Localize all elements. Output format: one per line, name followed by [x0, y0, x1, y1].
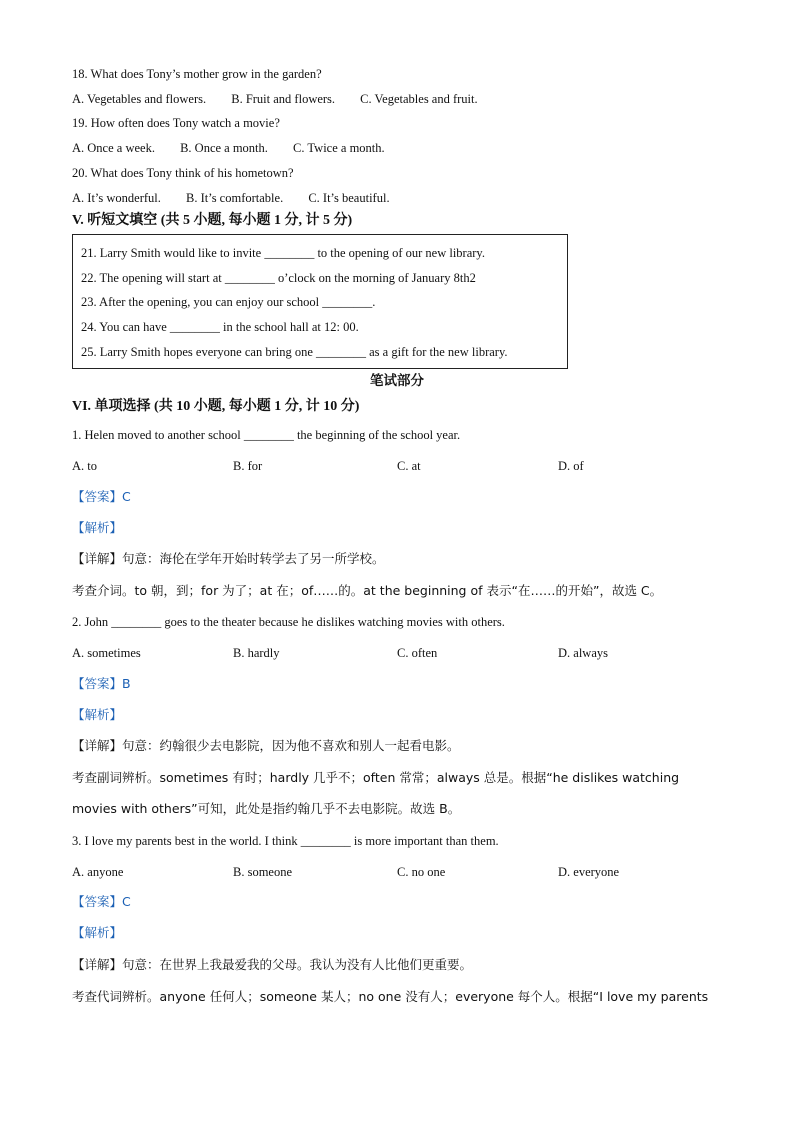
q2-explanation-2: movies with others”可知，此处是指约翰几乎不去电影院。故选 B。 — [72, 801, 461, 816]
box-line-22: 22. The opening will start at ________ o’clock on the morning of January 8th2 — [81, 271, 476, 285]
option-a: A. sometimes — [72, 646, 141, 660]
option-c: C. Vegetables and fruit. — [360, 92, 478, 106]
q2-question: 2. John ________ goes to the theater because he dislikes watching movies with others. — [72, 615, 505, 629]
written-part-title: 笔试部分 — [370, 373, 424, 388]
option-b: B. for — [233, 459, 263, 473]
q2-options — [72, 645, 632, 661]
q3-options — [72, 864, 632, 880]
option-a: A. anyone — [72, 865, 124, 879]
option-d: D. always — [558, 646, 608, 660]
q1-answer: 【答案】C — [72, 489, 131, 504]
q3-analysis-label: 【解析】 — [72, 925, 123, 940]
q1-analysis-label: 【解析】 — [72, 520, 123, 535]
option-a: A. It’s wonderful. — [72, 191, 161, 205]
option-a: A. to — [72, 459, 97, 473]
q2-answer: 【答案】B — [72, 676, 131, 691]
option-b: B. Fruit and flowers. — [231, 92, 336, 106]
option-d: D. everyone — [558, 865, 620, 879]
option-b: B. Once a month. — [180, 141, 268, 155]
option-a: A. Once a week. — [72, 141, 155, 155]
option-c: C. often — [397, 646, 438, 660]
question-19-options — [72, 140, 407, 156]
option-c: C. It’s beautiful. — [308, 191, 390, 205]
box-line-24: 24. You can have ________ in the school hall at 12: 00. — [81, 320, 359, 334]
q2-detail: 【详解】句意：约翰很少去电影院，因为他不喜欢和别人一起看电影。 — [72, 738, 460, 753]
question-18-options — [72, 91, 500, 107]
question-19: 19. How often does Tony watch a movie? — [72, 116, 280, 130]
q3-question: 3. I love my parents best in the world. I think ________ is more important than them. — [72, 834, 499, 848]
question-20: 20. What does Tony think of his hometown? — [72, 166, 294, 180]
q3-detail: 【详解】句意：在世界上我最爱我的父母。我认为没有人比他们更重要。 — [72, 957, 473, 972]
q1-options — [72, 458, 632, 474]
option-b: B. It’s comfortable. — [186, 191, 284, 205]
box-line-25: 25. Larry Smith hopes everyone can bring one ________ as a gift for the new library. — [81, 345, 508, 359]
q2-explanation-1: 考查副词辨析。sometimes 有时；hardly 几乎不；often 常常；always 总是。根据“he dislikes watching — [72, 770, 680, 785]
q1-question: 1. Helen moved to another school ________ the beginning of the school year. — [72, 428, 461, 442]
option-b: B. hardly — [233, 646, 280, 660]
box-line-21: 21. Larry Smith would like to invite ________ to the opening of our new library. — [81, 246, 485, 260]
question-20-options — [72, 190, 412, 206]
fill-in-box — [72, 234, 568, 369]
box-line-23: 23. After the opening, you can enjoy our school ________. — [81, 295, 376, 309]
option-c: C. Twice a month. — [293, 141, 385, 155]
section-6-title: VI. 单项选择 (共 10 小题, 每小题 1 分, 计 10 分) — [72, 399, 360, 414]
q1-explanation: 考查介词。to 朝，到；for 为了；at 在；of……的。at the beginning of 表示“在……的开始”，故选 C。 — [72, 583, 663, 598]
option-b: B. someone — [233, 865, 293, 879]
option-c: C. no one — [397, 865, 446, 879]
option-a: A. Vegetables and flowers. — [72, 92, 207, 106]
question-18: 18. What does Tony’s mother grow in the garden? — [72, 67, 322, 81]
section-5-title: V. 听短文填空 (共 5 小题, 每小题 1 分, 计 5 分) — [72, 213, 353, 228]
q3-answer: 【答案】C — [72, 894, 131, 909]
option-d: D. of — [558, 459, 584, 473]
q2-analysis-label: 【解析】 — [72, 707, 123, 722]
q3-explanation: 考查代词辨析。anyone 任何人；someone 某人；no one 没有人；everyone 每个人。根据“I love my parents — [72, 989, 709, 1004]
q1-detail: 【详解】句意：海伦在学年开始时转学去了另一所学校。 — [72, 551, 385, 566]
option-c: C. at — [397, 459, 421, 473]
